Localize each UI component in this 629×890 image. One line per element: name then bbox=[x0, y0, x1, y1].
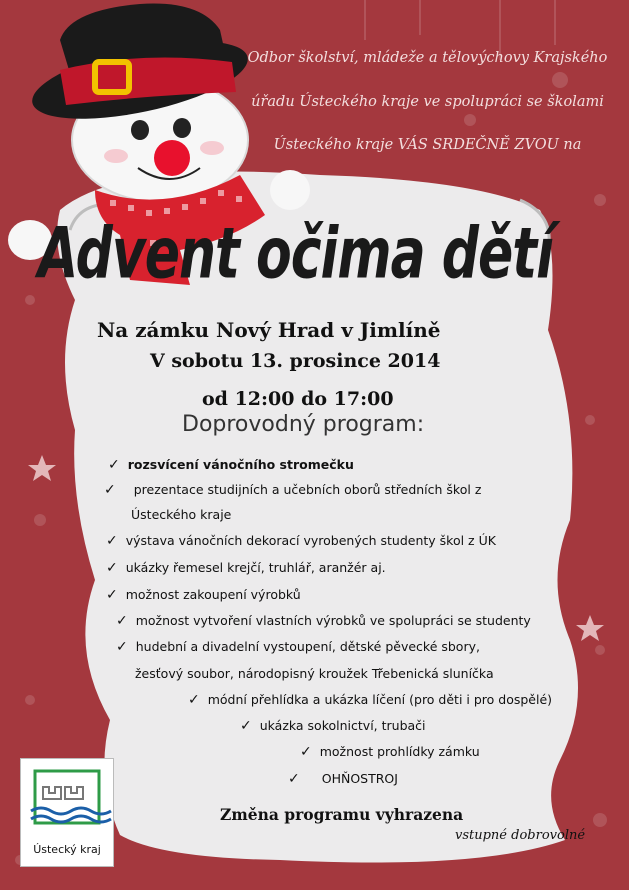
program-change-note: Změna programu vyhrazena bbox=[220, 805, 464, 824]
program-item: ✓ možnost vytvoření vlastních výrobků ve spolupráci se studenty bbox=[116, 613, 531, 629]
check-icon: ✓ bbox=[116, 613, 128, 629]
program-item-continued: Ústeckého kraje bbox=[131, 507, 232, 522]
venue: Na zámku Nový Hrad v Jimlíně bbox=[97, 318, 441, 342]
event-date: V sobotu 13. prosince 2014 bbox=[150, 350, 441, 372]
check-icon: ✓ bbox=[104, 482, 116, 498]
program-item: ✓ OHŇOSTROJ bbox=[288, 771, 398, 787]
program-item: ✓ možnost prohlídky zámku bbox=[300, 744, 480, 760]
region-logo bbox=[20, 758, 114, 867]
intro-line-3: Ústeckého kraje VÁS SRDEČNĚ ZVOU na bbox=[273, 137, 582, 153]
check-icon: ✓ bbox=[240, 718, 252, 734]
check-icon: ✓ bbox=[106, 533, 118, 549]
entry-note: vstupné dobrovolné bbox=[455, 828, 586, 843]
program-item: ✓ prezentace studijních a učebních oborů středních škol z bbox=[104, 482, 482, 498]
program-item: ✓ hudební a divadelní vystoupení, dětské pěvecké sbory, bbox=[116, 639, 480, 655]
program-item: ✓ výstava vánočních dekorací vyrobených studenty škol z ÚK bbox=[106, 533, 496, 549]
logo-label: Ústecký kraj bbox=[33, 843, 101, 856]
check-icon: ✓ bbox=[116, 639, 128, 655]
castle-logo-icon bbox=[21, 759, 113, 843]
program-heading: Doprovodný program: bbox=[182, 412, 425, 437]
program-item: ✓ ukázka sokolnictví, trubači bbox=[240, 718, 426, 734]
check-icon: ✓ bbox=[288, 771, 300, 787]
program-item-continued: žesťový soubor, národopisný kroužek Třebenická sluníčka bbox=[135, 666, 494, 681]
intro-line-1: Odbor školství, mládeže a tělovýchovy Krajského bbox=[247, 50, 608, 66]
program-item: ✓ ukázky řemesel krejčí, truhlář, aranžér aj. bbox=[106, 560, 386, 576]
program-item: ✓ módní přehlídka a ukázka líčení (pro děti i pro dospělé) bbox=[188, 692, 553, 708]
check-icon: ✓ bbox=[106, 587, 118, 603]
intro-line-2: úřadu Ústeckého kraje ve spolupráci se školami bbox=[251, 94, 604, 110]
event-title: Advent očima dětí bbox=[38, 214, 553, 295]
event-time: od 12:00 do 17:00 bbox=[202, 388, 394, 410]
program-item: ✓ rozsvícení vánočního stromečku bbox=[108, 457, 354, 473]
check-icon: ✓ bbox=[106, 560, 118, 576]
program-item: ✓ možnost zakoupení výrobků bbox=[106, 587, 301, 603]
check-icon: ✓ bbox=[300, 744, 312, 760]
check-icon: ✓ bbox=[188, 692, 200, 708]
check-icon: ✓ bbox=[108, 457, 120, 473]
